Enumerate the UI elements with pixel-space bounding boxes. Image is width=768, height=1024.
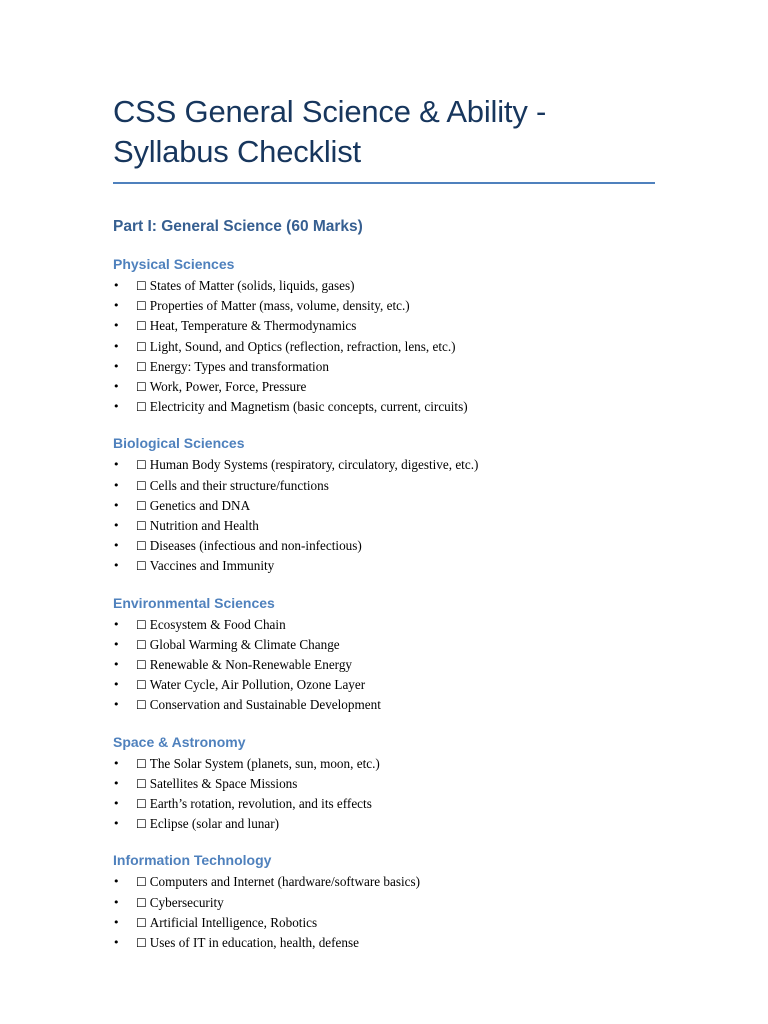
checklist-item bbox=[113, 794, 658, 814]
checklist-item bbox=[113, 397, 658, 417]
checkbox-icon[interactable]: ☐ bbox=[136, 797, 147, 812]
checklist-item-label: Human Body Systems (respiratory, circulatory, digestive, etc.) bbox=[149, 457, 479, 473]
checklist-item bbox=[113, 455, 658, 475]
part-heading: Part I: General Science (60 Marks) bbox=[113, 218, 363, 235]
checklist-item-label: Conservation and Sustainable Development bbox=[149, 697, 381, 713]
checklist-item bbox=[113, 635, 658, 655]
checklist-item bbox=[113, 377, 658, 397]
bullet-icon: • bbox=[113, 339, 120, 353]
bullet-icon: • bbox=[113, 299, 120, 313]
bullet-icon: • bbox=[113, 915, 120, 929]
checklist-item-label: Nutrition and Health bbox=[149, 518, 259, 534]
checklist-item bbox=[113, 536, 658, 556]
checkbox-icon[interactable]: ☐ bbox=[136, 698, 147, 713]
bullet-icon: • bbox=[113, 637, 120, 651]
checklist-item-label: Earth’s rotation, revolution, and its effects bbox=[149, 796, 372, 812]
checkbox-icon[interactable]: ☐ bbox=[136, 915, 147, 930]
checklist-item bbox=[113, 516, 658, 536]
bullet-icon: • bbox=[113, 279, 120, 292]
bullet-icon: • bbox=[113, 678, 120, 692]
checkbox-icon[interactable]: ☐ bbox=[136, 895, 147, 910]
checklist bbox=[113, 754, 658, 835]
checkbox-icon[interactable]: ☐ bbox=[136, 299, 147, 314]
checkbox-icon[interactable]: ☐ bbox=[136, 498, 147, 513]
checklist-item-label: Artificial Intelligence, Robotics bbox=[149, 914, 318, 930]
checklist-item-label: Diseases (infectious and non-infectious) bbox=[149, 538, 362, 554]
title-underline-rule bbox=[113, 182, 655, 184]
section-environmental-sciences bbox=[113, 594, 658, 716]
checklist-item-label: Cells and their structure/functions bbox=[149, 477, 329, 493]
checklist-item-label: Global Warming & Climate Change bbox=[149, 636, 340, 652]
checklist-item bbox=[113, 496, 658, 516]
checklist-item bbox=[113, 316, 658, 336]
bullet-icon: • bbox=[113, 559, 120, 573]
checkbox-icon[interactable]: ☐ bbox=[136, 756, 147, 771]
checklist-item bbox=[113, 276, 658, 296]
checkbox-icon[interactable]: ☐ bbox=[136, 279, 147, 293]
checklist-item bbox=[113, 337, 658, 357]
checkbox-icon[interactable]: ☐ bbox=[136, 617, 147, 632]
bullet-icon: • bbox=[113, 776, 120, 790]
checklist-item-label: Satellites & Space Missions bbox=[149, 775, 298, 791]
checklist-item-label: Eclipse (solar and lunar) bbox=[149, 816, 280, 832]
checklist-item-label: Genetics and DNA bbox=[149, 497, 251, 513]
bullet-icon: • bbox=[113, 936, 120, 950]
checklist-item bbox=[113, 675, 658, 695]
section-heading: Space & Astronomy bbox=[113, 733, 246, 750]
bullet-icon: • bbox=[113, 498, 120, 512]
checkbox-icon[interactable]: ☐ bbox=[136, 319, 147, 334]
section-heading: Physical Sciences bbox=[113, 256, 235, 272]
bullet-icon: • bbox=[113, 817, 120, 831]
checklist-item bbox=[113, 655, 658, 675]
bullet-icon: • bbox=[113, 797, 120, 811]
checklist-item bbox=[113, 774, 658, 794]
checklist-item bbox=[113, 893, 658, 913]
checklist-item bbox=[113, 476, 658, 496]
checkbox-icon[interactable]: ☐ bbox=[136, 875, 147, 890]
checklist-item-label: Ecosystem & Food Chain bbox=[149, 616, 286, 632]
checklist bbox=[113, 872, 658, 953]
checklist bbox=[113, 615, 658, 716]
document-title: CSS General Science & Ability - Syllabus Checklist bbox=[113, 94, 547, 169]
checklist-item-label: Light, Sound, and Optics (reflection, refraction, lens, etc.) bbox=[149, 338, 456, 354]
bullet-icon: • bbox=[113, 617, 120, 631]
checklist-item-label: Properties of Matter (mass, volume, density, etc.) bbox=[149, 298, 410, 314]
checklist-item-label: Renewable & Non-Renewable Energy bbox=[149, 657, 353, 673]
checklist-item-label: The Solar System (planets, sun, moon, etc.) bbox=[149, 755, 380, 771]
sections-container bbox=[113, 255, 658, 953]
checkbox-icon[interactable]: ☐ bbox=[136, 637, 147, 652]
checklist-item bbox=[113, 296, 658, 316]
bullet-icon: • bbox=[113, 895, 120, 909]
section-heading: Environmental Sciences bbox=[113, 594, 275, 611]
document-page bbox=[113, 92, 658, 953]
checklist-item bbox=[113, 695, 658, 715]
checklist-item-label: Vaccines and Immunity bbox=[149, 558, 275, 574]
checkbox-icon[interactable]: ☐ bbox=[136, 400, 147, 415]
checklist-item-label: Work, Power, Force, Pressure bbox=[149, 379, 307, 395]
checklist-item bbox=[113, 814, 658, 834]
checklist-item-label: Energy: Types and transformation bbox=[149, 358, 329, 374]
checkbox-icon[interactable]: ☐ bbox=[136, 478, 147, 493]
checkbox-icon[interactable]: ☐ bbox=[136, 539, 147, 554]
checklist-item bbox=[113, 913, 658, 933]
section-information-technology bbox=[113, 851, 658, 953]
checklist-item bbox=[113, 872, 658, 892]
bullet-icon: • bbox=[113, 756, 120, 770]
checkbox-icon[interactable]: ☐ bbox=[136, 359, 147, 374]
checkbox-icon[interactable]: ☐ bbox=[136, 339, 147, 354]
checklist-item-label: Computers and Internet (hardware/software basics) bbox=[149, 874, 421, 890]
bullet-icon: • bbox=[113, 478, 120, 492]
section-heading: Information Technology bbox=[113, 852, 272, 869]
section-heading: Biological Sciences bbox=[113, 435, 245, 452]
bullet-icon: • bbox=[113, 400, 120, 414]
checklist-item-label: States of Matter (solids, liquids, gases) bbox=[149, 278, 355, 293]
checklist-item bbox=[113, 615, 658, 635]
checklist-item bbox=[113, 933, 658, 953]
checkbox-icon[interactable]: ☐ bbox=[136, 658, 147, 673]
checkbox-icon[interactable]: ☐ bbox=[136, 817, 147, 832]
section-physical-sciences bbox=[113, 255, 658, 417]
checkbox-icon[interactable]: ☐ bbox=[136, 519, 147, 534]
checklist-item bbox=[113, 357, 658, 377]
checkbox-icon[interactable]: ☐ bbox=[136, 936, 147, 951]
bullet-icon: • bbox=[113, 698, 120, 712]
checklist-item-label: Water Cycle, Air Pollution, Ozone Layer bbox=[149, 677, 366, 693]
checkbox-icon[interactable]: ☐ bbox=[136, 458, 147, 473]
bullet-icon: • bbox=[113, 458, 120, 472]
checklist-item bbox=[113, 556, 658, 576]
checklist-item-label: Heat, Temperature & Thermodynamics bbox=[149, 318, 357, 334]
bullet-icon: • bbox=[113, 658, 120, 672]
section-space-astronomy bbox=[113, 733, 658, 835]
bullet-icon: • bbox=[113, 519, 120, 533]
checklist-item-label: Uses of IT in education, health, defense bbox=[149, 935, 359, 951]
checkbox-icon[interactable]: ☐ bbox=[136, 678, 147, 693]
checklist-item-label: Cybersecurity bbox=[149, 894, 224, 910]
bullet-icon: • bbox=[113, 359, 120, 373]
checklist-item-label: Electricity and Magnetism (basic concepts, current, circuits) bbox=[149, 399, 468, 415]
bullet-icon: • bbox=[113, 380, 120, 394]
bullet-icon: • bbox=[113, 875, 120, 889]
bullet-icon: • bbox=[113, 539, 120, 553]
checkbox-icon[interactable]: ☐ bbox=[136, 776, 147, 791]
checklist bbox=[113, 276, 658, 417]
checklist-item bbox=[113, 754, 658, 774]
checkbox-icon[interactable]: ☐ bbox=[136, 559, 147, 574]
section-biological-sciences bbox=[113, 434, 658, 576]
checklist bbox=[113, 455, 658, 576]
checkbox-icon[interactable]: ☐ bbox=[136, 380, 147, 395]
bullet-icon: • bbox=[113, 319, 120, 333]
